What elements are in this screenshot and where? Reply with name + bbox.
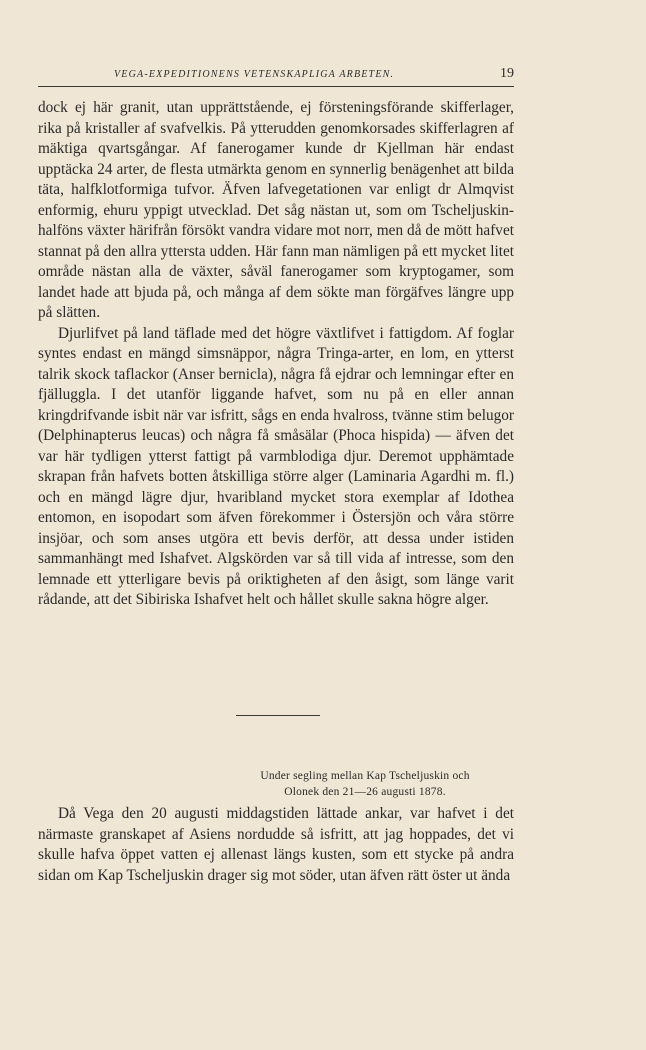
section-text-block <box>38 804 514 886</box>
paragraph-voyage: Då Vega den 20 augusti middagstiden lättade ankar, var hafvet i det närmaste granskapet af Asiens nordudde så isfritt, att jag hoppades, det vi skulle hafva öppet vatten ej allenast längs kusten, som ett stycke på andra sidan om Kap Tscheljuskin drager sig mot söder, utan äfven rätt öster ut ända <box>38 805 514 884</box>
header-rule <box>38 86 514 87</box>
section-divider <box>236 715 320 716</box>
paragraph-fauna: Djurlifvet på land täflade med det högre växtlifvet i fattigdom. Af foglar syntes endast en mängd simsnäppor, några Tringa-arter, en lom, en ytterst talrik skock taflackor (Anser bernicla), några få ejdrar och lemningar efter en fjälluggla. I det utanför liggande hafvet, som nu på en eller annan kringdrifvande isbit när var isfritt, sågs en enda hvalross, tvänne stim belugor (Delphinapterus leucas) och några få småsälar (Phoca hispida) — äfven det var här tydligen ytterst fattigt på varmblodiga djur. Deremot upphämtade skrapan från hafvets botten åtskilliga större alger (Laminaria Agardhi m. fl.) och en mängd lägre djur, hvaribland mycket stora exemplar af Idothea entomon, en isopodart som äfven förekommer i Östersjön och våra större insjöar, och som anses utgöra ett bevis derför, att dessa under istiden sammanhängt med Ishafvet. Algskörden var så till vida af intresse, som den lemnade ett ytterligare bevis på oriktigheten af den åsigt, som länge varit rådande, att det Sibiriska Ishafvet helt och hållet skulle sakna högre alger. <box>38 324 514 608</box>
running-header <box>38 66 514 82</box>
running-title: VEGA-EXPEDITIONENS VETENSKAPLIGA ARBETEN. <box>114 69 395 80</box>
section-heading-line-2: Olonek den 21—26 augusti 1878. <box>284 786 446 798</box>
section-heading <box>218 768 512 800</box>
paragraph-continued: dock ej här granit, utan upprättstående, ej försteningsförande skifferlager, rika på kristaller af svafvelkis. På ytterudden genomkorsades skifferlagren af mäktiga qvartsgångar. Af fanerogamer kunde dr Kjellman här endast upptäcka 24 arter, de flesta utmärkta genom en synnerlig benägenhet att bilda täta, halfklotformiga tufvor. Äfven lafvegetationen var enligt dr Almqvist enformig, ehuru yppigt utvecklad. Det såg nästan ut, som om Tscheljuskin-halföns växter härifrån försökt vandra vidare mot norr, men då de mött hafvet stannat på den allra yttersta udden. Här fann man nämligen på ett mycket litet område nästan alla de växter, såväl fanerogamer som kryptogamer, som landet hade att bjuda på, och många af dem sökte man förgäfves längre upp på slätten. <box>38 99 514 321</box>
main-text-block <box>38 98 514 611</box>
page-number: 19 <box>500 66 514 81</box>
section-heading-line-1: Under segling mellan Kap Tscheljuskin och <box>260 770 470 782</box>
